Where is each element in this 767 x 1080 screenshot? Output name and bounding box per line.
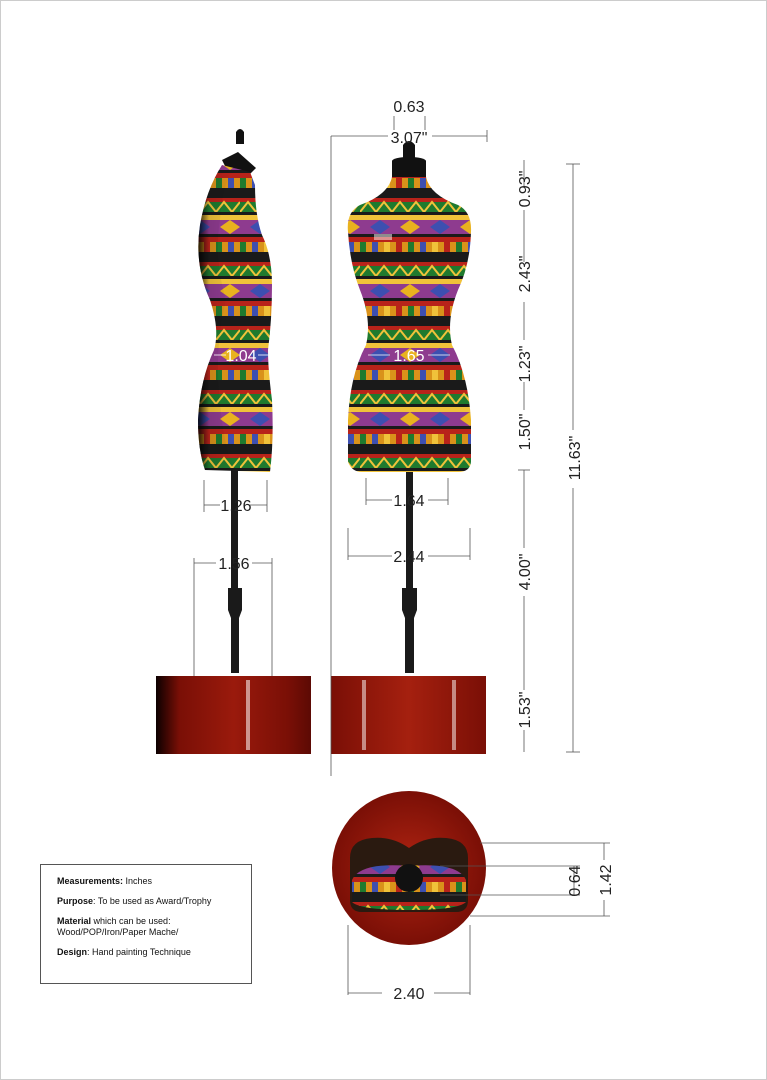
note-design: Design: Hand painting Technique [57,947,191,957]
note-material: Material which can be used: Wood/POP/Iron/Paper Mache/ [57,916,179,937]
side-neck-knob [236,129,244,144]
notes-box [40,864,252,984]
dim-front-waist: 1.65 [393,348,425,365]
dim-v-bust: 2.43" [517,255,534,293]
front-pole [406,470,413,590]
dim-v-hip: 1.50" [517,413,534,451]
dim-side-bottom: 1.26 [220,498,252,515]
dim-top-depth-outer: 1.42 [598,864,615,896]
dim-top-width: 3.07" [390,130,428,147]
dim-top-small: 0.63 [393,99,425,116]
front-torso [348,177,471,472]
dim-side-base: 1.56 [218,556,250,573]
front-base [331,676,486,754]
side-view [156,129,311,754]
side-pole-clamp [228,588,242,673]
note-measurements: Measurements: Inches [57,876,153,886]
front-view [331,116,487,776]
dim-v-waist: 1.23" [517,345,534,383]
dim-front-bottom: 1.64 [393,493,425,510]
dim-v-pole: 4.00" [517,553,534,591]
dim-side-waist: 1.04 [225,348,257,365]
dim-top-depth-inner: 0.64 [567,865,584,897]
dim-top-width: 2.40 [393,986,425,1003]
front-pole-clamp [402,588,417,673]
note-purpose: Purpose: To be used as Award/Trophy [57,896,212,906]
side-base [156,676,311,754]
dim-v-neck: 0.93" [517,170,534,208]
dim-v-total: 11.63" [567,435,584,481]
dim-v-base: 1.53" [517,691,534,729]
dim-front-base: 2.44 [393,549,425,566]
